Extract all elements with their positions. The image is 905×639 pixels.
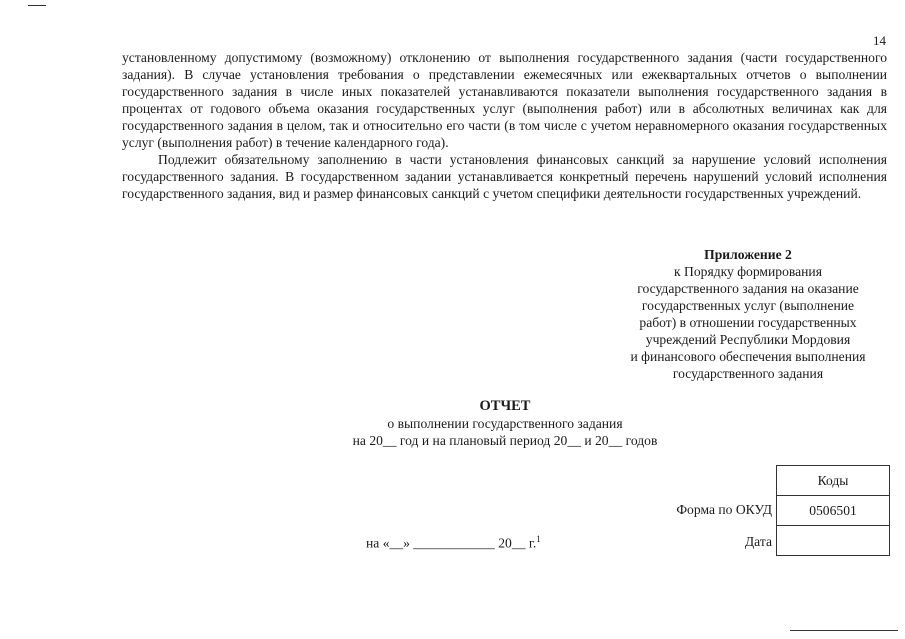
appendix-line: работ) в отношении государственных <box>639 315 857 330</box>
appendix-title: Приложение 2 <box>704 247 792 262</box>
paragraph-1: установленному допустимому (возможному) отклонению от выполнения государственного задания (части государственного задания). В случае установления требования о представлении ежемесячных или ежеквартальных отчетов о выполнении государственного задания в числе иных показателей устанавливаются показатели выполнения государственного задания в процентах от годового объема оказания государственных услуг (выполнения работ) или в абсолютных величинах как для государственного задания в целом, так и относительно его части (в том числе с учетом неравномерного оказания государственных услуг (выполнения работ) в течение календарного года). <box>122 50 887 150</box>
appendix-line: государственного задания <box>672 366 824 381</box>
body-text <box>122 49 887 202</box>
bottom-rule <box>790 630 898 631</box>
date-code-cell <box>777 526 890 556</box>
report-heading <box>300 398 710 449</box>
report-title: ОТЧЕТ <box>479 398 531 414</box>
form-okud-label: Форма по ОКУД <box>676 502 772 517</box>
footnote-marker: 1 <box>536 534 541 544</box>
report-date-line <box>366 534 541 552</box>
codes-header: Коды <box>777 466 890 496</box>
okud-code-cell: 0506501 <box>777 496 890 526</box>
codes-table <box>776 465 890 556</box>
top-rule <box>28 5 46 6</box>
report-date-text: на «__» ____________ 20__ г. <box>366 535 537 551</box>
appendix-line: и финансового обеспечения выполнения <box>630 349 866 364</box>
appendix-line: к Порядку формирования <box>674 264 822 279</box>
report-subtitle: о выполнении государственного задания <box>387 416 623 431</box>
appendix-line: учреждений Республики Мордовия <box>645 332 851 347</box>
report-period: на 20__ год и на плановый период 20__ и 20__ годов <box>352 433 658 448</box>
appendix-line: государственных услуг (выполнение <box>641 298 855 313</box>
date-label: Дата <box>744 534 772 549</box>
appendix-line: государственного задания на оказание <box>637 281 859 296</box>
page-number: 14 <box>873 33 886 48</box>
appendix-block <box>602 246 894 382</box>
paragraph-2: Подлежит обязательному заполнению в части установления финансовых санкций за нарушение условий исполнения государственного задания. В государственном задании устанавливается конкретный перечень нарушений условий исполнения государственного задания, вид и размер финансовых санкций с учетом специфики деятельности государственных учреждений. <box>122 152 887 201</box>
